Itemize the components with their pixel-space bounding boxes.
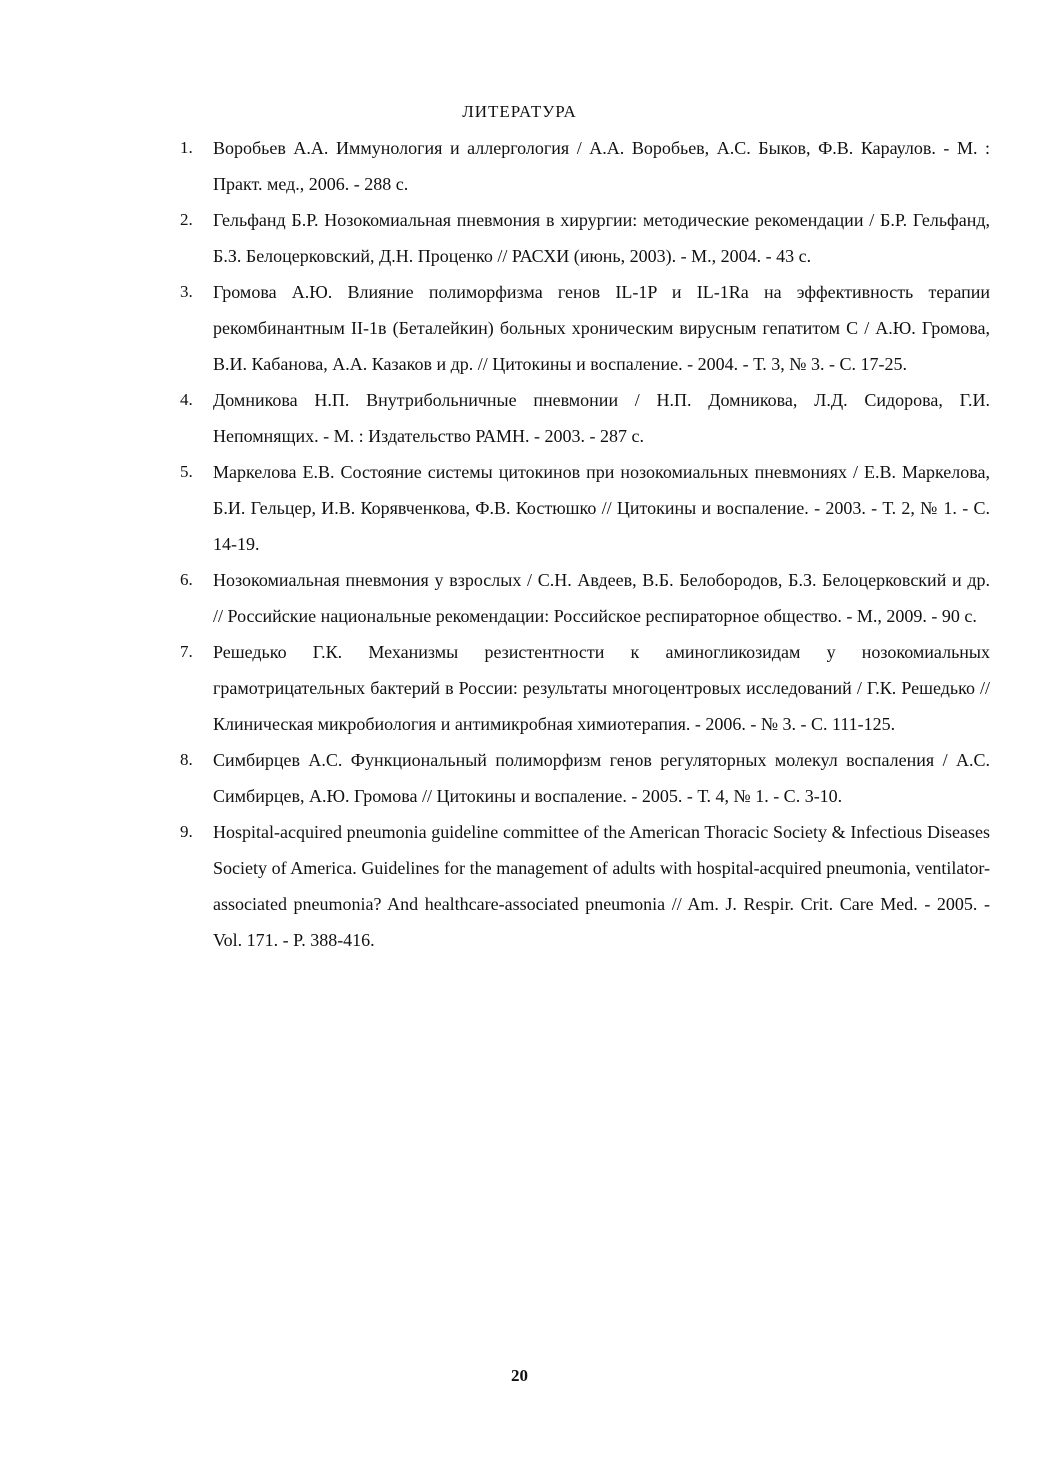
reference-number: 8. — [180, 750, 193, 769]
reference-list — [180, 130, 990, 958]
reference-item-9 — [180, 814, 990, 958]
reference-number: 1. — [180, 138, 193, 157]
reference-number: 5. — [180, 462, 193, 481]
reference-item-1 — [180, 130, 990, 202]
reference-item-2 — [180, 202, 990, 274]
page-number-text: 20 — [511, 1366, 528, 1385]
reference-number: 7. — [180, 642, 193, 661]
reference-number: 2. — [180, 210, 193, 229]
reference-text: Гельфанд Б.Р. Нозокомиальная пневмония в хирургии: методические рекомендации / Б.Р. Гельфанд, Б.З. Белоцерковский, Д.Н. Проценко // РАСХИ (июнь, 2003). - М., 2004. - 43 с. — [213, 210, 990, 266]
heading-text: ЛИТЕРАТУРА — [462, 102, 577, 121]
page-number — [0, 1366, 1039, 1386]
reference-text: Домникова Н.П. Внутрибольничные пневмонии / Н.П. Домникова, Л.Д. Сидорова, Г.И. Непомнящих. - М. : Издательство РАМН. - 2003. - 287 с. — [213, 390, 990, 446]
reference-text: Симбирцев А.С. Функциональный полиморфизм генов регуляторных молекул воспаления / А.С. Симбирцев, А.Ю. Громова // Цитокины и воспаление. - 2005. - Т. 4, № 1. - С. 3-10. — [213, 750, 990, 806]
reference-item-5 — [180, 454, 990, 562]
reference-item-6 — [180, 562, 990, 634]
reference-number: 3. — [180, 282, 193, 301]
reference-item-8 — [180, 742, 990, 814]
reference-number: 4. — [180, 390, 193, 409]
reference-number: 9. — [180, 822, 193, 841]
page-heading — [0, 102, 1039, 122]
reference-text: Нозокомиальная пневмония у взрослых / С.Н. Авдеев, В.Б. Белобородов, Б.З. Белоцерковский и др. // Российские национальные рекомендации: Российское респираторное общество. - М., 2009. - 90 с. — [213, 570, 990, 626]
reference-item-7 — [180, 634, 990, 742]
reference-text: Маркелова Е.В. Состояние системы цитокинов при нозокомиальных пневмониях / Е.В. Маркелова, Б.И. Гельцер, И.В. Корявченкова, Ф.В. Костюшко // Цитокины и воспаление. - 2003. - Т. 2, № 1. - С. 14-19. — [213, 462, 990, 554]
reference-text: Громова А.Ю. Влияние полиморфизма генов IL-1P и IL-1Ra на эффективность терапии рекомбинантным II-1в (Беталейкин) больных хроническим вирусным гепатитом С / А.Ю. Громова, В.И. Кабанова, А.А. Казаков и др. // Цитокины и воспаление. - 2004. - Т. 3, № 3. - С. 17-25. — [213, 282, 990, 374]
reference-item-3 — [180, 274, 990, 382]
reference-text: Решедько Г.К. Механизмы резистентности к аминогликозидам у нозокомиальных грамотрицательных бактерий в России: результаты многоцентровых исследований / Г.К. Решедько // Клиническая микробиология и антимикробная химиотерапия. - 2006. - № 3. - С. 111-125. — [213, 642, 990, 734]
reference-text: Hospital-acquired pneumonia guideline committee of the American Thoracic Society & Infectious Diseases Society of America. Guidelines for the management of adults with hospital-acquired pneumonia, ventilator- associated pneumonia? And healthcare-associated pneumonia // Am. J. Respir. Crit. Care Med. - 2005. - Vol. 171. - P. 388-416. — [213, 822, 990, 950]
reference-item-4 — [180, 382, 990, 454]
reference-text: Воробьев А.А. Иммунология и аллергология / А.А. Воробьев, А.С. Быков, Ф.В. Караулов. - М. : Практ. мед., 2006. - 288 с. — [213, 138, 990, 194]
reference-number: 6. — [180, 570, 193, 589]
